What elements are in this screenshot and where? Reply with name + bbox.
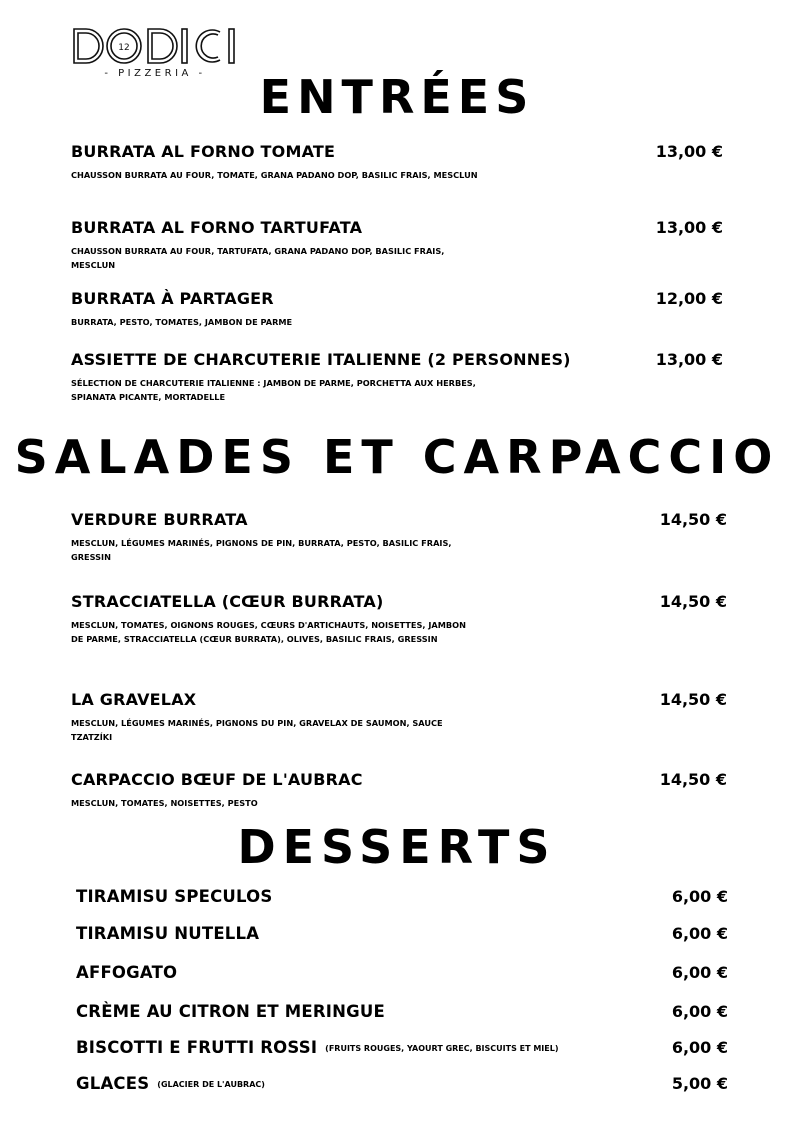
item-price: 5,00 €: [671, 1074, 728, 1093]
menu-item: [71, 510, 731, 564]
item-description: BURRATA, PESTO, TOMATES, JAMBON DE PARME: [71, 317, 293, 327]
menu-item: [71, 592, 731, 646]
item-price: 13,00 €: [655, 350, 723, 369]
item-name: CARPACCIO BŒUF DE L'AUBRAC: [71, 770, 363, 789]
item-note: (GLACIER DE L'AUBRAC): [157, 1080, 265, 1089]
item-name: AFFOGATO: [76, 963, 178, 982]
item-price: 6,00 €: [671, 924, 728, 943]
menu-item: [71, 690, 731, 744]
item-name: BURRATA AL FORNO TARTUFATA: [71, 218, 363, 237]
item-description: SÉLECTION DE CHARCUTERIE ITALIENNE : JAMBON DE PARME, PORCHETTA AUX HERBES, SPIANATA PICANTE, MORTADELLE: [71, 378, 476, 402]
item-name: ASSIETTE DE CHARCUTERIE ITALIENNE (2 PERSONNES): [71, 350, 571, 369]
item-name: GLACES: [76, 1074, 150, 1093]
menu-item: [71, 289, 731, 329]
item-price: 6,00 €: [671, 887, 728, 906]
item-description: MESCLUN, LÉGUMES MARINÉS, PIGNONS DU PIN, GRAVELAX DE SAUMON, SAUCE TZATZÍKI: [71, 718, 443, 742]
item-note: (FRUITS ROUGES, YAOURT GREC, BISCUITS ET MIEL): [325, 1044, 559, 1053]
item-price: 13,00 €: [655, 142, 723, 161]
item-name: LA GRAVELAX: [71, 690, 197, 709]
item-price: 14,50 €: [659, 690, 727, 709]
item-price: 6,00 €: [671, 963, 728, 982]
item-name: TIRAMISU NUTELLA: [76, 924, 260, 943]
menu-item: [71, 770, 731, 810]
item-name: BURRATA À PARTAGER: [71, 289, 274, 308]
menu-item: [76, 1002, 728, 1022]
item-price: 6,00 €: [671, 1038, 728, 1057]
menu-item: [71, 350, 731, 404]
item-description: MESCLUN, TOMATES, OIGNONS ROUGES, CŒURS D'ARTICHAUTS, NOISETTES, JAMBON DE PARME, STRACCIATELLA (CŒUR BURRATA), OLIVES, BASILIC FRAIS, GRESSIN: [71, 620, 466, 644]
section-title-desserts: DESSERTS: [237, 820, 557, 874]
menu-item: [76, 1074, 728, 1095]
item-price: 14,50 €: [659, 592, 727, 611]
item-price: 6,00 €: [671, 1002, 728, 1021]
item-description: MESCLUN, TOMATES, NOISETTES, PESTO: [71, 798, 258, 808]
brand-logo: [72, 26, 242, 79]
menu-item: [71, 218, 731, 272]
item-description: MESCLUN, LÉGUMES MARINÉS, PIGNONS DE PIN, BURRATA, PESTO, BASILIC FRAIS, GRESSIN: [71, 538, 452, 562]
item-name: BURRATA AL FORNO TOMATE: [71, 142, 336, 161]
item-price: 14,50 €: [659, 510, 727, 529]
menu-item: [76, 924, 728, 944]
item-name: CRÈME AU CITRON ET MERINGUE: [76, 1002, 385, 1021]
menu-item: [76, 963, 728, 983]
dodici-wordmark-logo: [72, 26, 238, 66]
menu-item: [76, 887, 728, 907]
item-name: VERDURE BURRATA: [71, 510, 248, 529]
item-name: STRACCIATELLA (CŒUR BURRATA): [71, 592, 384, 611]
item-name: TIRAMISU SPECULOS: [76, 887, 273, 906]
menu-item: [76, 1038, 728, 1059]
item-description: CHAUSSON BURRATA AU FOUR, TARTUFATA, GRANA PADANO DOP, BASILIC FRAIS, MESCLUN: [71, 246, 445, 270]
section-title-salades: SALADES ET CARPACCIO: [14, 430, 780, 484]
item-description: CHAUSSON BURRATA AU FOUR, TOMATE, GRANA PADANO DOP, BASILIC FRAIS, MESCLUN: [71, 170, 478, 180]
svg-text:12: 12: [118, 43, 130, 53]
item-name: BISCOTTI E FRUTTI ROSSI: [76, 1038, 318, 1057]
item-price: 13,00 €: [655, 218, 723, 237]
section-title-entrees: ENTRÉES: [259, 70, 535, 124]
brand-subtitle: - PIZZERIA -: [104, 68, 206, 79]
menu-item: [71, 142, 731, 182]
item-price: 12,00 €: [655, 289, 723, 308]
item-price: 14,50 €: [659, 770, 727, 789]
